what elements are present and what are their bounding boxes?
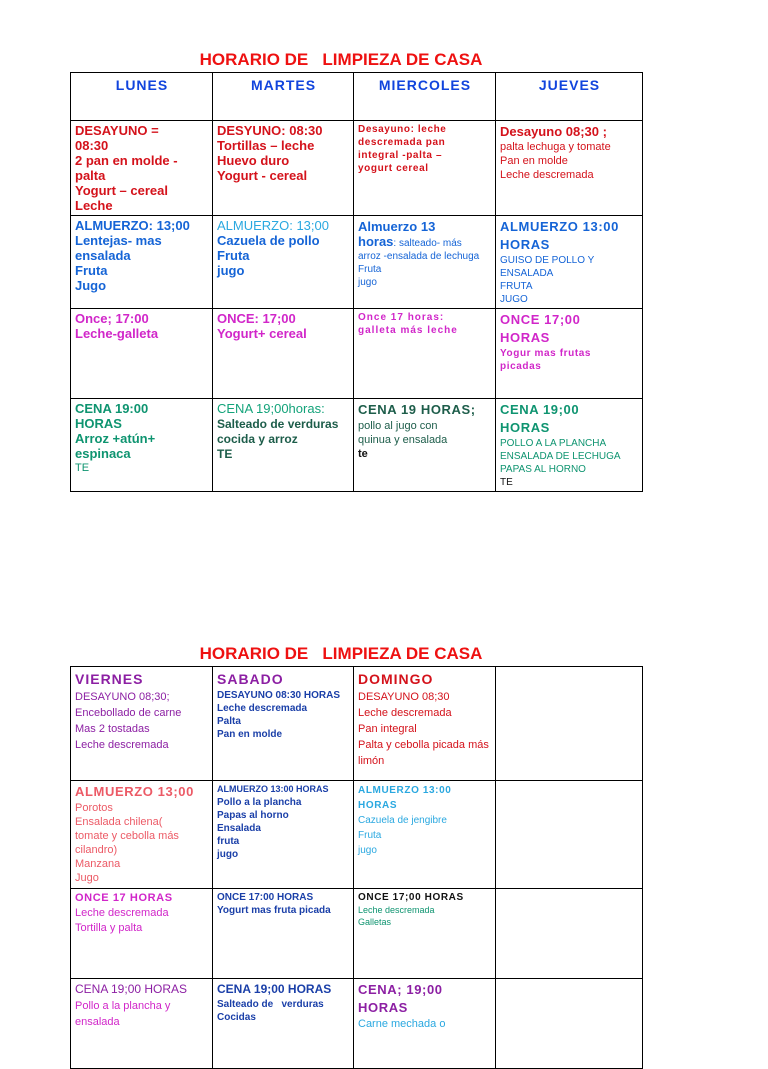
cell-text: CENA 19;00 HORAS xyxy=(217,982,332,996)
empty-cell xyxy=(496,889,643,979)
cell-text: ALMUERZO: 13;00 xyxy=(217,218,329,233)
cell-text: HORAS xyxy=(500,237,550,252)
cell-text: Salteado de verduras xyxy=(217,417,339,431)
cell-text: Leche-galleta xyxy=(75,326,159,341)
martes-almuerzo-cell xyxy=(213,216,354,309)
cell-text: Leche descremada xyxy=(217,703,308,714)
cell-text: Leche descremada xyxy=(500,169,594,181)
miercoles-desayuno-cell xyxy=(354,121,496,216)
cell-text: Fruta xyxy=(75,263,108,278)
day-header-jueves: JUEVES xyxy=(496,73,643,121)
cell-text: cilandro) xyxy=(75,844,118,856)
cell-text: CENA; 19;00 xyxy=(358,982,443,997)
cell-text: ONCE 17;00 xyxy=(500,312,581,327)
martes-desayuno-cell xyxy=(213,121,354,216)
cell-text: horas xyxy=(358,234,394,249)
cell-text: Cazuela de pollo xyxy=(217,233,320,248)
day-header-lunes: LUNES xyxy=(71,73,213,121)
viernes-once-cell xyxy=(71,889,213,979)
cell-text: palta lechuga y tomate xyxy=(500,141,611,153)
cell-text: POLLO A LA PLANCHA xyxy=(500,438,607,449)
cell-text: Pollo a la plancha xyxy=(217,797,302,808)
martes-cena-cell xyxy=(213,399,354,492)
cell-text: ALMUERZO: 13;00 xyxy=(75,218,190,233)
cell-text: galleta más leche xyxy=(358,325,458,336)
day-header-martes: MARTES xyxy=(213,73,354,121)
cell-text: Yogurt+ cereal xyxy=(217,326,307,341)
miercoles-once-cell xyxy=(354,309,496,399)
cell-text: Salteado de verduras xyxy=(217,999,324,1010)
cell-text: Pan integral xyxy=(358,723,417,735)
day-header-domingo: DOMINGO xyxy=(358,671,434,687)
cell-text: FRUTA xyxy=(500,281,533,292)
cell-text: picadas xyxy=(500,361,542,372)
cell-text: te xyxy=(358,448,368,460)
cell-text: Ensalada chilena( xyxy=(75,816,163,828)
cell-text: : salteado- más xyxy=(393,238,462,249)
cell-text: Leche descremada xyxy=(75,739,169,751)
miercoles-almuerzo-cell xyxy=(354,216,496,309)
miercoles-cena-cell xyxy=(354,399,496,492)
cell-text: tomate y cebolla más xyxy=(75,830,179,842)
cell-text: Palta y cebolla picada más xyxy=(358,739,489,751)
cell-text: Yogurt mas fruta picada xyxy=(217,905,331,916)
cell-text: DESAYUNO 08;30 xyxy=(358,691,450,703)
martes-once-cell xyxy=(213,309,354,399)
cell-text: Ensalada xyxy=(217,823,261,834)
cell-text: Fruta xyxy=(217,248,250,263)
cell-text: ONCE 17;00 HORAS xyxy=(358,892,464,903)
cell-text: CENA 19;00horas: xyxy=(217,401,325,416)
cell-text: ONCE: 17;00 xyxy=(217,311,296,326)
cell-text: Arroz +atún+ xyxy=(75,431,156,446)
viernes-almuerzo-cell xyxy=(71,781,213,889)
cell-text: Papas al horno xyxy=(217,810,289,821)
domingo-once-cell xyxy=(354,889,496,979)
cell-text: CENA 19;00 HORAS xyxy=(75,982,188,996)
cell-text: HORAS xyxy=(500,420,550,435)
cell-text: ONCE 17 HORAS xyxy=(75,892,173,904)
cell-text: Once; 17:00 xyxy=(75,311,149,326)
cell-text: Desayuno: leche xyxy=(358,124,447,135)
cell-text: 2 pan en molde - xyxy=(75,153,178,168)
cell-text: ensalada xyxy=(75,1016,120,1028)
jueves-cena-cell xyxy=(496,399,643,492)
cell-text: ALMUERZO 13:00 xyxy=(500,219,619,234)
jueves-almuerzo-cell xyxy=(496,216,643,309)
cell-text: CENA 19;00 xyxy=(500,402,580,417)
cell-text: Lentejas- mas xyxy=(75,233,162,248)
cell-text: Once 17 horas: xyxy=(358,312,445,323)
cell-text: GUISO DE POLLO Y xyxy=(500,255,595,266)
cell-text: Fruta xyxy=(358,830,382,841)
viernes-desayuno-cell xyxy=(71,667,213,781)
cell-text: Leche xyxy=(75,198,113,213)
cell-text: Porotos xyxy=(75,802,113,814)
cell-text: Huevo duro xyxy=(217,153,290,168)
cell-text: Encebollado de carne xyxy=(75,707,182,719)
cell-text: Jugo xyxy=(75,872,99,884)
lunes-almuerzo-cell xyxy=(71,216,213,309)
cell-text: Cocidas xyxy=(217,1012,256,1023)
cell-text: cocida y arroz xyxy=(217,432,298,446)
lunes-once-cell xyxy=(71,309,213,399)
cell-text: arroz -ensalada de lechuga xyxy=(358,251,480,262)
cell-text: jugo xyxy=(358,845,377,856)
cell-text: TE xyxy=(217,447,233,461)
cell-text: espinaca xyxy=(75,446,131,461)
cell-text: descremada pan xyxy=(358,137,446,148)
cell-text: Yogurt - cereal xyxy=(217,168,308,183)
schedule-title-2: HORARIO DE LIMPIEZA DE CASA xyxy=(199,644,483,663)
cell-text: Pan en molde xyxy=(500,155,568,167)
day-header-viernes: VIERNES xyxy=(75,671,144,687)
cell-text: CENA 19 HORAS; xyxy=(358,402,476,417)
domingo-almuerzo-cell xyxy=(354,781,496,889)
cell-text: Fruta xyxy=(358,264,382,275)
day-header-sabado: SABADO xyxy=(217,671,284,687)
cell-text: Desayuno 08;30 ; xyxy=(500,124,607,139)
cell-text: jugo xyxy=(217,849,239,860)
cell-text: Pollo a la plancha y xyxy=(75,1000,171,1012)
cell-text: Pan en molde xyxy=(217,729,283,740)
cell-text: HORAS xyxy=(358,1000,408,1015)
schedule-title-1: HORARIO DE LIMPIEZA DE CASA xyxy=(199,50,483,69)
schedule-table-1 xyxy=(70,72,643,492)
cell-text: DESAYUNO 08:30 HORAS xyxy=(217,690,341,701)
cell-text: TE xyxy=(500,477,513,488)
cell-text: Jugo xyxy=(75,278,107,293)
cell-text: PAPAS AL HORNO xyxy=(500,464,586,475)
cell-text: HORAS xyxy=(500,330,550,345)
sabado-once-cell xyxy=(213,889,354,979)
cell-text: HORAS xyxy=(75,416,122,431)
jueves-desayuno-cell xyxy=(496,121,643,216)
cell-text: ALMUERZO 13:00 xyxy=(358,785,452,796)
cell-text: Tortilla y palta xyxy=(75,922,143,934)
cell-text: Yogurt – cereal xyxy=(75,183,168,198)
cell-text: DESAYUNO 08;30; xyxy=(75,691,170,703)
cell-text: ENSALADA xyxy=(500,268,554,279)
cell-text: ALMUERZO 13;00 xyxy=(75,784,194,799)
cell-text: Manzana xyxy=(75,858,121,870)
cell-text: HORAS xyxy=(358,800,398,811)
cell-text: Tortillas – leche xyxy=(217,138,315,153)
sabado-almuerzo-cell xyxy=(213,781,354,889)
cell-text: 08:30 xyxy=(75,138,109,153)
cell-text: integral -palta – xyxy=(358,150,443,161)
cell-text: Almuerzo 13 xyxy=(358,219,436,234)
cell-text: Carne mechada o xyxy=(358,1018,446,1030)
cell-text: CENA 19:00 xyxy=(75,401,149,416)
cell-text: ONCE 17:00 HORAS xyxy=(217,892,314,903)
day-header-miercoles: MIERCOLES xyxy=(354,73,496,121)
lunes-desayuno-cell xyxy=(71,121,213,216)
cell-text: Leche descremada xyxy=(75,907,169,919)
cell-text: ensalada xyxy=(75,248,131,263)
sabado-desayuno-cell xyxy=(213,667,354,781)
cell-text: DESAYUNO = xyxy=(75,123,159,138)
cell-text: yogurt cereal xyxy=(358,163,429,174)
schedule-table-2 xyxy=(70,666,643,1069)
empty-cell xyxy=(496,667,643,781)
cell-text: Galletas xyxy=(358,917,392,927)
lunes-cena-cell xyxy=(71,399,213,492)
cell-text: ENSALADA DE LECHUGA xyxy=(500,451,621,462)
jueves-once-cell xyxy=(496,309,643,399)
cell-text: palta xyxy=(75,168,106,183)
cell-text: limón xyxy=(358,755,385,767)
cell-text: JUGO xyxy=(500,294,528,305)
cell-text: Yogur mas frutas xyxy=(500,348,592,359)
cell-text: Leche descremada xyxy=(358,707,452,719)
cell-text: Palta xyxy=(217,716,241,727)
cell-text: TE xyxy=(75,462,90,474)
cell-text: quinua y ensalada xyxy=(358,434,448,446)
cell-text: Leche descremada xyxy=(358,905,435,915)
cell-text: Mas 2 tostadas xyxy=(75,723,150,735)
cell-text: Cazuela de jengibre xyxy=(358,815,447,826)
cell-text: jugo xyxy=(217,263,245,278)
domingo-desayuno-cell xyxy=(354,667,496,781)
cell-text: fruta xyxy=(217,836,240,847)
cell-text: DESYUNO: 08:30 xyxy=(217,123,323,138)
empty-cell xyxy=(496,781,643,889)
cell-text: ALMUERZO 13:00 HORAS xyxy=(217,784,329,794)
cell-text: pollo al jugo con xyxy=(358,420,438,432)
cell-text: jugo xyxy=(358,277,377,288)
